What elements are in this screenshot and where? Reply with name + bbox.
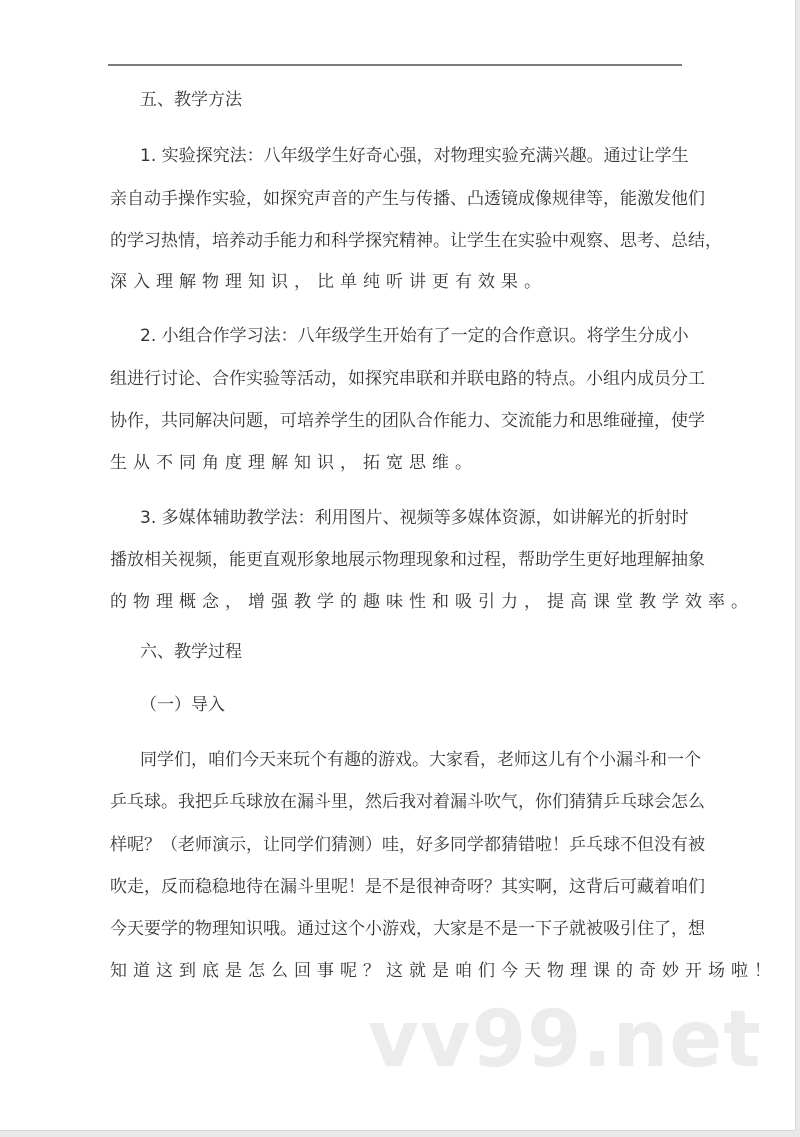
paragraph-line: 播放相关视频，能更直观形象地展示物理现象和过程，帮助学生更好地理解抽象 (110, 550, 705, 570)
paragraph-line: 同学们，咱们今天来玩个有趣的游戏。大家看，老师这儿有个小漏斗和一个 (140, 750, 701, 770)
header-rule (108, 64, 682, 66)
paragraph-line: 深入理解物理知识，比单纯听讲更有效果。 (110, 272, 547, 292)
section-heading: 五、教学方法 (140, 90, 242, 110)
paragraph-line: 知道这到底是怎么回事呢？这就是咱们今天物理课的奇妙开场啦！ (110, 961, 777, 981)
paragraph-line: 今天要学的物理知识哦。通过这个小游戏，大家是不是一下子就被吸引住了，想 (110, 919, 705, 939)
section-heading: 六、教学过程 (140, 642, 242, 662)
paragraph-line: 3. 多媒体辅助教学法：利用图片、视频等多媒体资源，如讲解光的折射时 (140, 508, 689, 528)
subsection-heading: （一）导入 (140, 695, 225, 715)
paragraph-line: 生从不同角度理解知识，拓宽思维。 (110, 453, 478, 473)
paragraph-line: 样呢？（老师演示，让同学们猜测）哇，好多同学都猜错啦！乒乓球不但没有被 (110, 835, 705, 855)
paragraph-line: 乒乓球。我把乒乓球放在漏斗里，然后我对着漏斗吹气，你们猜猜乒乓球会怎么 (110, 792, 705, 812)
paragraph-line: 亲自动手操作实验，如探究声音的产生与传播、凸透镜成像规律等，能激发他们 (110, 189, 705, 209)
watermark: vv99.net (368, 995, 762, 1085)
paragraph-line: 的物理概念，增强教学的趣味性和吸引力，提高课堂教学效率。 (110, 592, 754, 612)
paragraph-line: 协作，共同解决问题，可培养学生的团队合作能力、交流能力和思维碰撞，使学 (110, 411, 705, 431)
paragraph-line: 的学习热情，培养动手能力和科学探究精神。让学生在实验中观察、思考、总结， (110, 231, 722, 251)
paragraph-line: 组进行讨论、合作实验等活动，如探究串联和并联电路的特点。小组内成员分工 (110, 369, 705, 389)
paragraph-line: 吹走，反而稳稳地待在漏斗里呢！是不是很神奇呀？其实啊，这背后可藏着咱们 (110, 877, 705, 897)
paragraph-line: 2. 小组合作学习法：八年级学生开始有了一定的合作意识。将学生分成小 (140, 326, 689, 346)
paragraph-line: 1. 实验探究法：八年级学生好奇心强，对物理实验充满兴趣。通过让学生 (140, 146, 689, 166)
